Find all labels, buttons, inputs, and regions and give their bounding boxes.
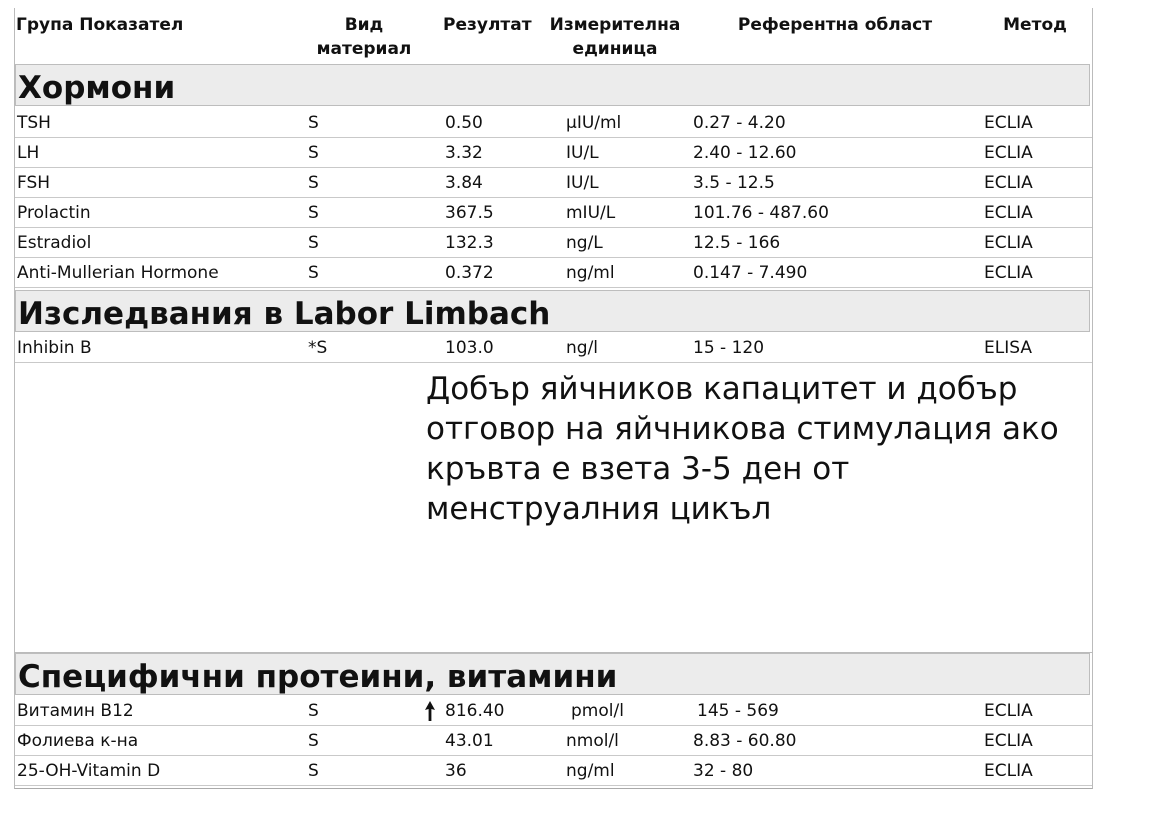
table-row bbox=[15, 168, 1092, 198]
row-result: 0.50 bbox=[445, 113, 483, 133]
table-row bbox=[15, 108, 1092, 138]
row-name: Prolactin bbox=[17, 203, 91, 223]
row-material: S bbox=[308, 731, 319, 751]
row-result: 367.5 bbox=[445, 203, 494, 223]
row-result: 0.372 bbox=[445, 263, 494, 283]
row-unit: ng/l bbox=[566, 338, 599, 358]
row-reference: 32 - 80 bbox=[693, 761, 754, 781]
header-method: Метод bbox=[1003, 15, 1067, 35]
row-method: ELISA bbox=[984, 338, 1032, 358]
row-unit: nmol/l bbox=[566, 731, 619, 751]
row-name: LH bbox=[17, 143, 40, 163]
header-unit: Измерителна единица bbox=[549, 15, 681, 59]
row-method: ECLIA bbox=[984, 761, 1033, 781]
row-reference: 2.40 - 12.60 bbox=[693, 143, 797, 163]
header-result: Резултат bbox=[443, 15, 532, 35]
row-material: S bbox=[308, 701, 319, 721]
row-material: S bbox=[308, 173, 319, 193]
row-unit: ng/ml bbox=[566, 263, 615, 283]
row-material: *S bbox=[308, 338, 328, 358]
row-unit: ng/ml bbox=[566, 761, 615, 781]
row-name: Фолиева к-на bbox=[17, 731, 139, 751]
table-row bbox=[15, 333, 1092, 363]
row-name: Estradiol bbox=[17, 233, 92, 253]
row-material: S bbox=[308, 233, 319, 253]
row-unit: ng/L bbox=[566, 233, 603, 253]
row-name: TSH bbox=[17, 113, 51, 133]
lab-report bbox=[14, 8, 1093, 789]
row-method: ECLIA bbox=[984, 113, 1033, 133]
row-result: 43.01 bbox=[445, 731, 494, 751]
row-name: Витамин B12 bbox=[17, 701, 134, 721]
high-flag-arrow-up-icon bbox=[423, 700, 437, 722]
table-row bbox=[15, 138, 1092, 168]
row-method: ECLIA bbox=[984, 143, 1033, 163]
comment-box bbox=[15, 363, 1092, 653]
row-name: 25-OH-Vitamin D bbox=[17, 761, 161, 781]
row-method: ECLIA bbox=[984, 263, 1033, 283]
row-reference: 8.83 - 60.80 bbox=[693, 731, 797, 751]
row-name: Anti-Mullerian Hormone bbox=[17, 263, 219, 283]
row-result: 132.3 bbox=[445, 233, 494, 253]
row-material: S bbox=[308, 263, 319, 283]
row-result: 816.40 bbox=[445, 701, 505, 721]
inhibin-comment: Добър яйчников капацитет и добър отговор на яйчникова стимулация ако кръвта е взета 3-5 ден от менструалния цикъл bbox=[426, 371, 1059, 527]
row-result: 36 bbox=[445, 761, 467, 781]
row-method: ECLIA bbox=[984, 233, 1033, 253]
row-reference: 3.5 - 12.5 bbox=[693, 173, 775, 193]
header-material: Вид материал bbox=[316, 15, 412, 59]
row-unit: pmol/l bbox=[571, 701, 624, 721]
row-method: ECLIA bbox=[984, 173, 1033, 193]
row-material: S bbox=[308, 203, 319, 223]
table-header bbox=[15, 8, 1092, 63]
row-method: ECLIA bbox=[984, 701, 1033, 721]
row-name: Inhibin B bbox=[17, 338, 92, 358]
table-row bbox=[15, 258, 1092, 288]
row-result: 3.32 bbox=[445, 143, 483, 163]
table-row bbox=[15, 228, 1092, 258]
row-reference: 101.76 - 487.60 bbox=[693, 203, 829, 223]
section-title-hormones: Хормони bbox=[15, 64, 1090, 106]
row-unit: IU/L bbox=[566, 173, 599, 193]
row-result: 103.0 bbox=[445, 338, 494, 358]
row-reference: 12.5 - 166 bbox=[693, 233, 781, 253]
row-reference: 0.147 - 7.490 bbox=[693, 263, 808, 283]
section-title-proteins-vitamins: Специфични протеини, витамини bbox=[15, 653, 1090, 695]
row-method: ECLIA bbox=[984, 203, 1033, 223]
row-unit: mIU/L bbox=[566, 203, 616, 223]
row-reference: 15 - 120 bbox=[693, 338, 765, 358]
table-row bbox=[15, 696, 1092, 726]
row-method: ECLIA bbox=[984, 731, 1033, 751]
table-row bbox=[15, 756, 1092, 786]
row-reference: 0.27 - 4.20 bbox=[693, 113, 786, 133]
row-unit: IU/L bbox=[566, 143, 599, 163]
row-name: FSH bbox=[17, 173, 51, 193]
row-unit: µIU/ml bbox=[566, 113, 622, 133]
row-result: 3.84 bbox=[445, 173, 483, 193]
table-row bbox=[15, 726, 1092, 756]
section-title-labor-limbach: Изследвания в Labor Limbach bbox=[15, 290, 1090, 332]
row-material: S bbox=[308, 143, 319, 163]
row-material: S bbox=[308, 113, 319, 133]
row-reference: 145 - 569 bbox=[697, 701, 779, 721]
table-row bbox=[15, 198, 1092, 228]
header-reference: Референтна област bbox=[737, 15, 933, 35]
row-material: S bbox=[308, 761, 319, 781]
header-group: Група Показател bbox=[16, 15, 184, 35]
